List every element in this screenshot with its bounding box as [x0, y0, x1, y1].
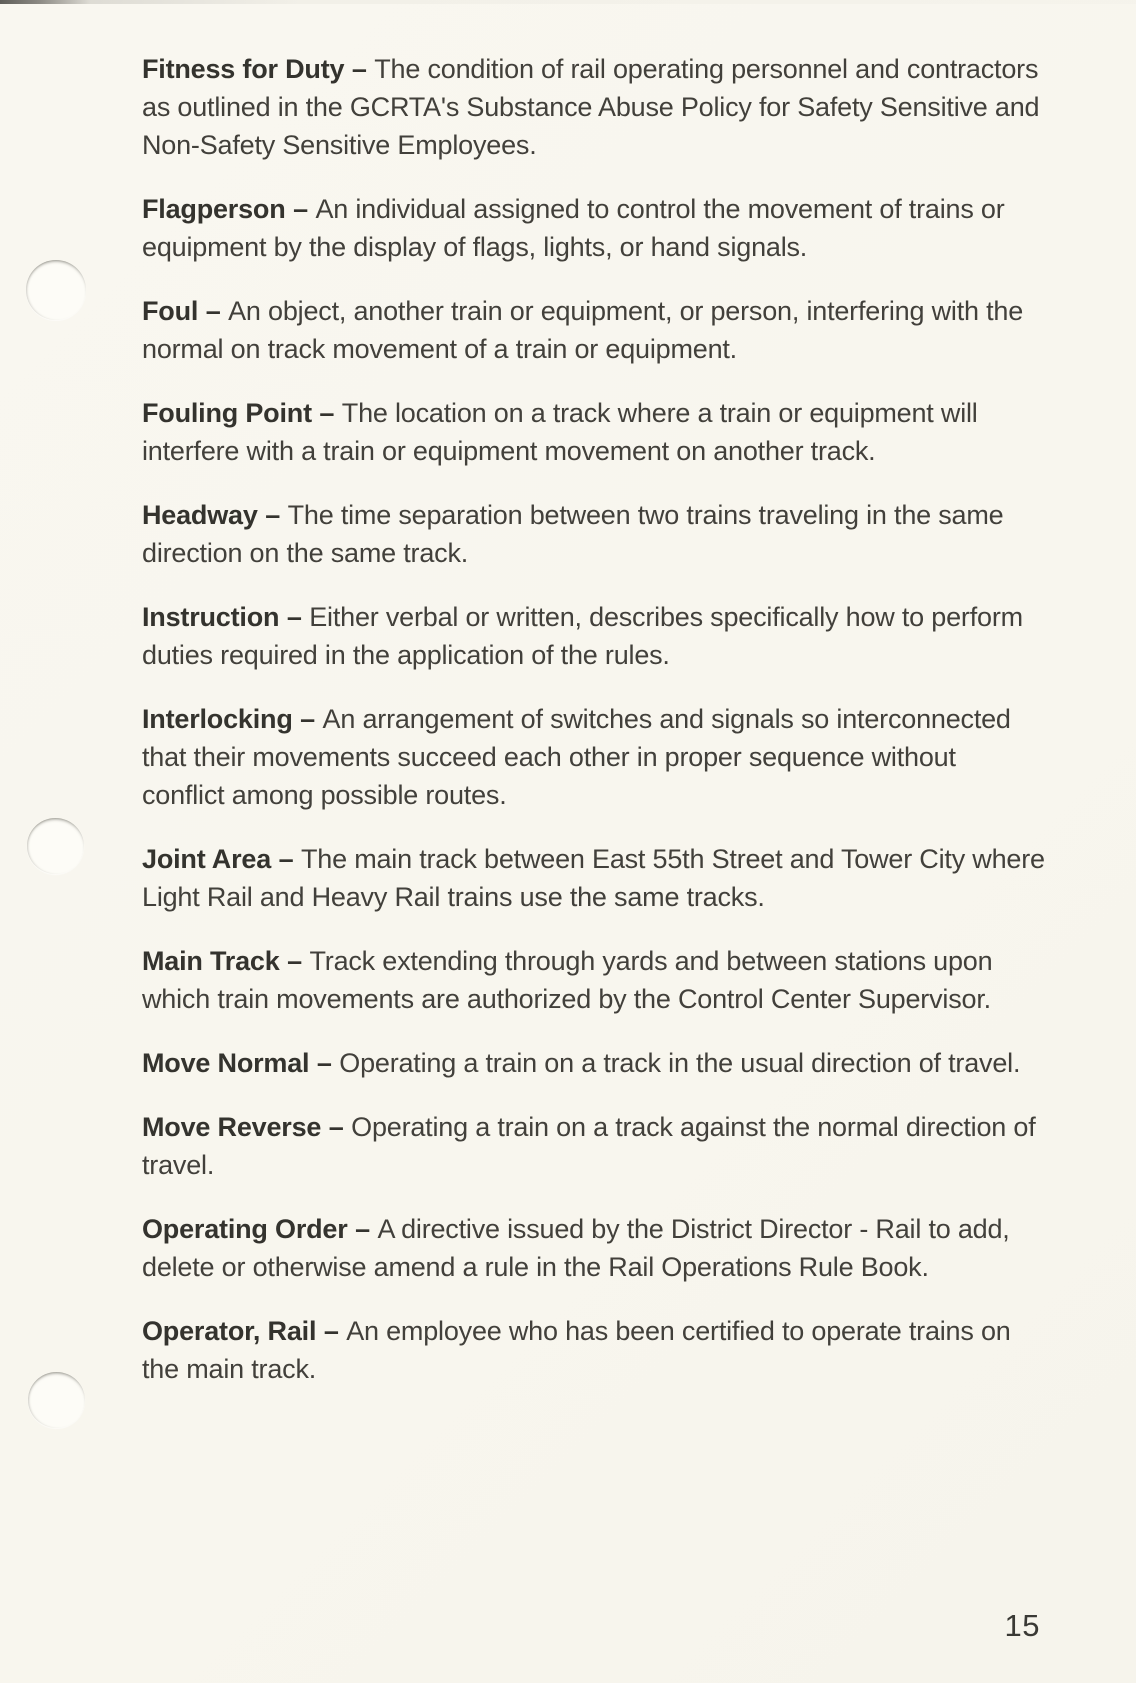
term-separator-dash: –: [286, 602, 302, 632]
page-number: 15: [1004, 1608, 1040, 1643]
glossary-definition: A directive issued by the District Director - Rail to add, delete or otherwise amend a rule in the Rail Operations Rule Book.: [142, 1214, 1010, 1282]
glossary-definition: An object, another train or equipment, or person, interfering with the normal on track movement of a train or equipment.: [142, 296, 1024, 364]
term-separator-dash: –: [300, 704, 315, 734]
term-separator-dash: –: [293, 194, 308, 224]
glossary-entry: [142, 496, 1045, 572]
glossary-definition: The main track between East 55th Street and Tower City where Light Rail and Heavy Rail trains use the same tracks.: [142, 844, 1045, 912]
glossary-definition: The location on a track where a train or equipment will interfere with a train or equipment movement on another track.: [142, 398, 978, 466]
glossary-entry: [142, 1044, 1045, 1082]
term-separator-dash: –: [287, 946, 302, 976]
term-separator-dash: –: [355, 1214, 370, 1244]
glossary-term: Move Reverse: [142, 1112, 322, 1142]
punch-hole: [27, 818, 84, 874]
glossary-entry: [142, 942, 1045, 1018]
glossary-term: Move Normal: [142, 1048, 310, 1078]
term-separator-dash: –: [351, 54, 367, 84]
glossary-entry: [142, 1210, 1045, 1286]
term-separator-dash: –: [319, 398, 335, 428]
glossary-definition: An arrangement of switches and signals so interconnected that their movements succeed each other in proper sequence without conflict among possible routes.: [142, 704, 1011, 810]
glossary-definitions-list: [142, 50, 1045, 1414]
glossary-term: Fouling Point: [142, 398, 312, 428]
glossary-term: Fitness for Duty: [142, 54, 345, 84]
glossary-definition: Operating a train on a track against the normal direction of travel.: [142, 1112, 1036, 1180]
scan-edge-mark: [0, 0, 1136, 4]
term-separator-dash: –: [328, 1112, 344, 1142]
glossary-definition: An individual assigned to control the movement of trains or equipment by the display of flags, lights, or hand signals.: [142, 194, 1005, 262]
glossary-term: Joint Area: [142, 844, 272, 874]
glossary-entry: [142, 292, 1045, 368]
glossary-entry: [142, 1312, 1045, 1388]
term-separator-dash: –: [323, 1316, 339, 1346]
glossary-term: Operator, Rail: [142, 1316, 317, 1346]
glossary-entry: [142, 190, 1045, 266]
glossary-definition: Track extending through yards and between stations upon which train movements are authorized by the Control Center Supervisor.: [142, 946, 993, 1014]
glossary-definition: Either verbal or written, describes specifically how to perform duties required in the application of the rules.: [142, 602, 1023, 670]
glossary-entry: [142, 1108, 1045, 1184]
punch-hole: [26, 260, 86, 320]
glossary-term: Operating Order: [142, 1214, 348, 1244]
term-separator-dash: –: [278, 844, 294, 874]
glossary-entry: [142, 700, 1045, 814]
glossary-term: Foul: [142, 296, 199, 326]
glossary-term: Interlocking: [142, 704, 293, 734]
punch-hole: [28, 1372, 85, 1428]
glossary-entry: [142, 840, 1045, 916]
glossary-term: Instruction: [142, 602, 280, 632]
glossary-definition: The time separation between two trains traveling in the same direction on the same track.: [142, 500, 1004, 568]
glossary-definition: The condition of rail operating personnel and contractors as outlined in the GCRTA's Substance Abuse Policy for Safety Sensitive and Non-Safety Sensitive Employees.: [142, 54, 1040, 160]
glossary-definition: An employee who has been certified to operate trains on the main track.: [142, 1316, 1011, 1384]
glossary-term: Main Track: [142, 946, 280, 976]
term-separator-dash: –: [205, 296, 221, 326]
glossary-entry: [142, 598, 1045, 674]
glossary-term: Flagperson: [142, 194, 286, 224]
glossary-definition: Operating a train on a track in the usual direction of travel.: [339, 1048, 1021, 1078]
glossary-entry: [142, 50, 1045, 164]
glossary-entry: [142, 394, 1045, 470]
glossary-term: Headway: [142, 500, 258, 530]
term-separator-dash: –: [265, 500, 281, 530]
term-separator-dash: –: [316, 1048, 332, 1078]
